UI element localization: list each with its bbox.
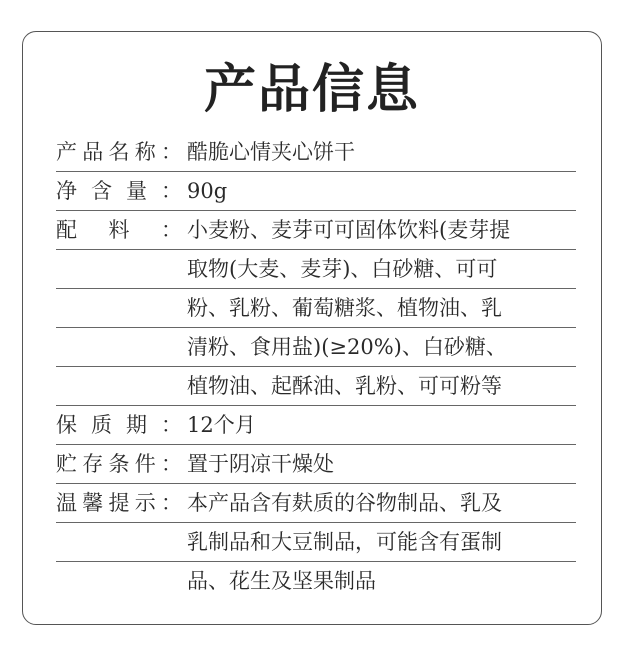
label-colon: ： <box>161 413 182 437</box>
label-colon: ： <box>161 452 182 476</box>
label-char: 名 <box>108 140 130 164</box>
label-colon: ： <box>161 491 182 515</box>
label-char: 提 <box>108 491 130 515</box>
value-ingredients-line: 粉、乳粉、葡萄糖浆、植物油、乳 <box>187 296 502 320</box>
label-char: 温 <box>56 491 77 515</box>
label-colon: ： <box>161 140 182 164</box>
info-line-product-name <box>56 133 576 172</box>
value-ingredients-line: 取物(大麦、麦芽)、白砂糖、可可 <box>187 257 498 281</box>
info-line-ingredients-3 <box>56 289 576 328</box>
label-char: 件 <box>134 452 156 476</box>
info-line-notice-1 <box>56 484 576 523</box>
info-line-storage <box>56 445 576 484</box>
label-char: 含 <box>91 179 112 203</box>
label-char: 产 <box>56 140 77 164</box>
label-char: 保 <box>56 413 77 437</box>
label-char: 贮 <box>56 452 77 476</box>
page-title: 产品信息 <box>203 59 420 120</box>
info-line-notice-3 <box>56 562 576 601</box>
info-line-net-content <box>56 172 576 211</box>
info-line-ingredients-4 <box>56 328 576 367</box>
value-net-content: 90g <box>187 179 228 203</box>
label-colon: ： <box>161 179 182 203</box>
value-ingredients-line: 植物油、起酥油、乳粉、可可粉等 <box>187 374 502 398</box>
label-char: 示 <box>134 491 156 515</box>
info-line-ingredients-1 <box>56 211 576 250</box>
value-shelf-life: 12个月 <box>187 413 256 437</box>
label-net-content <box>56 172 182 210</box>
value-product-name: 酷脆心情夹心饼干 <box>187 140 355 164</box>
label-char: 质 <box>91 413 112 437</box>
label-shelf-life <box>56 406 182 444</box>
label-colon: ： <box>161 218 182 242</box>
info-line-ingredients-2 <box>56 250 576 289</box>
label-product-name <box>56 133 182 171</box>
info-line-ingredients-5 <box>56 367 576 406</box>
label-char: 馨 <box>82 491 104 515</box>
info-table <box>56 133 576 601</box>
value-ingredients-line: 小麦粉、麦芽可可固体饮料(麦芽提 <box>187 218 511 242</box>
value-notice-line: 乳制品和大豆制品，可能含有蛋制 <box>187 530 502 554</box>
value-storage: 置于阴凉干燥处 <box>187 452 334 476</box>
label-char: 条 <box>108 452 130 476</box>
label-char: 品 <box>82 140 104 164</box>
label-char: 称 <box>134 140 156 164</box>
label-char: 配 <box>56 218 77 242</box>
info-line-notice-2 <box>56 523 576 562</box>
label-char: 料 <box>108 218 130 242</box>
label-ingredients <box>56 211 182 249</box>
value-notice-line: 本产品含有麸质的谷物制品、乳及 <box>187 491 502 515</box>
label-char: 存 <box>82 452 104 476</box>
label-char: 量 <box>126 179 147 203</box>
label-notice <box>56 484 182 522</box>
product-info-card <box>22 31 602 625</box>
label-storage <box>56 445 182 483</box>
label-char: 期 <box>126 413 147 437</box>
value-notice-line: 品、花生及坚果制品 <box>187 569 376 593</box>
label-char: 净 <box>56 179 77 203</box>
info-line-shelf-life <box>56 406 576 445</box>
value-ingredients-line: 清粉、食用盐)(≥20%)、白砂糖、 <box>187 335 507 359</box>
